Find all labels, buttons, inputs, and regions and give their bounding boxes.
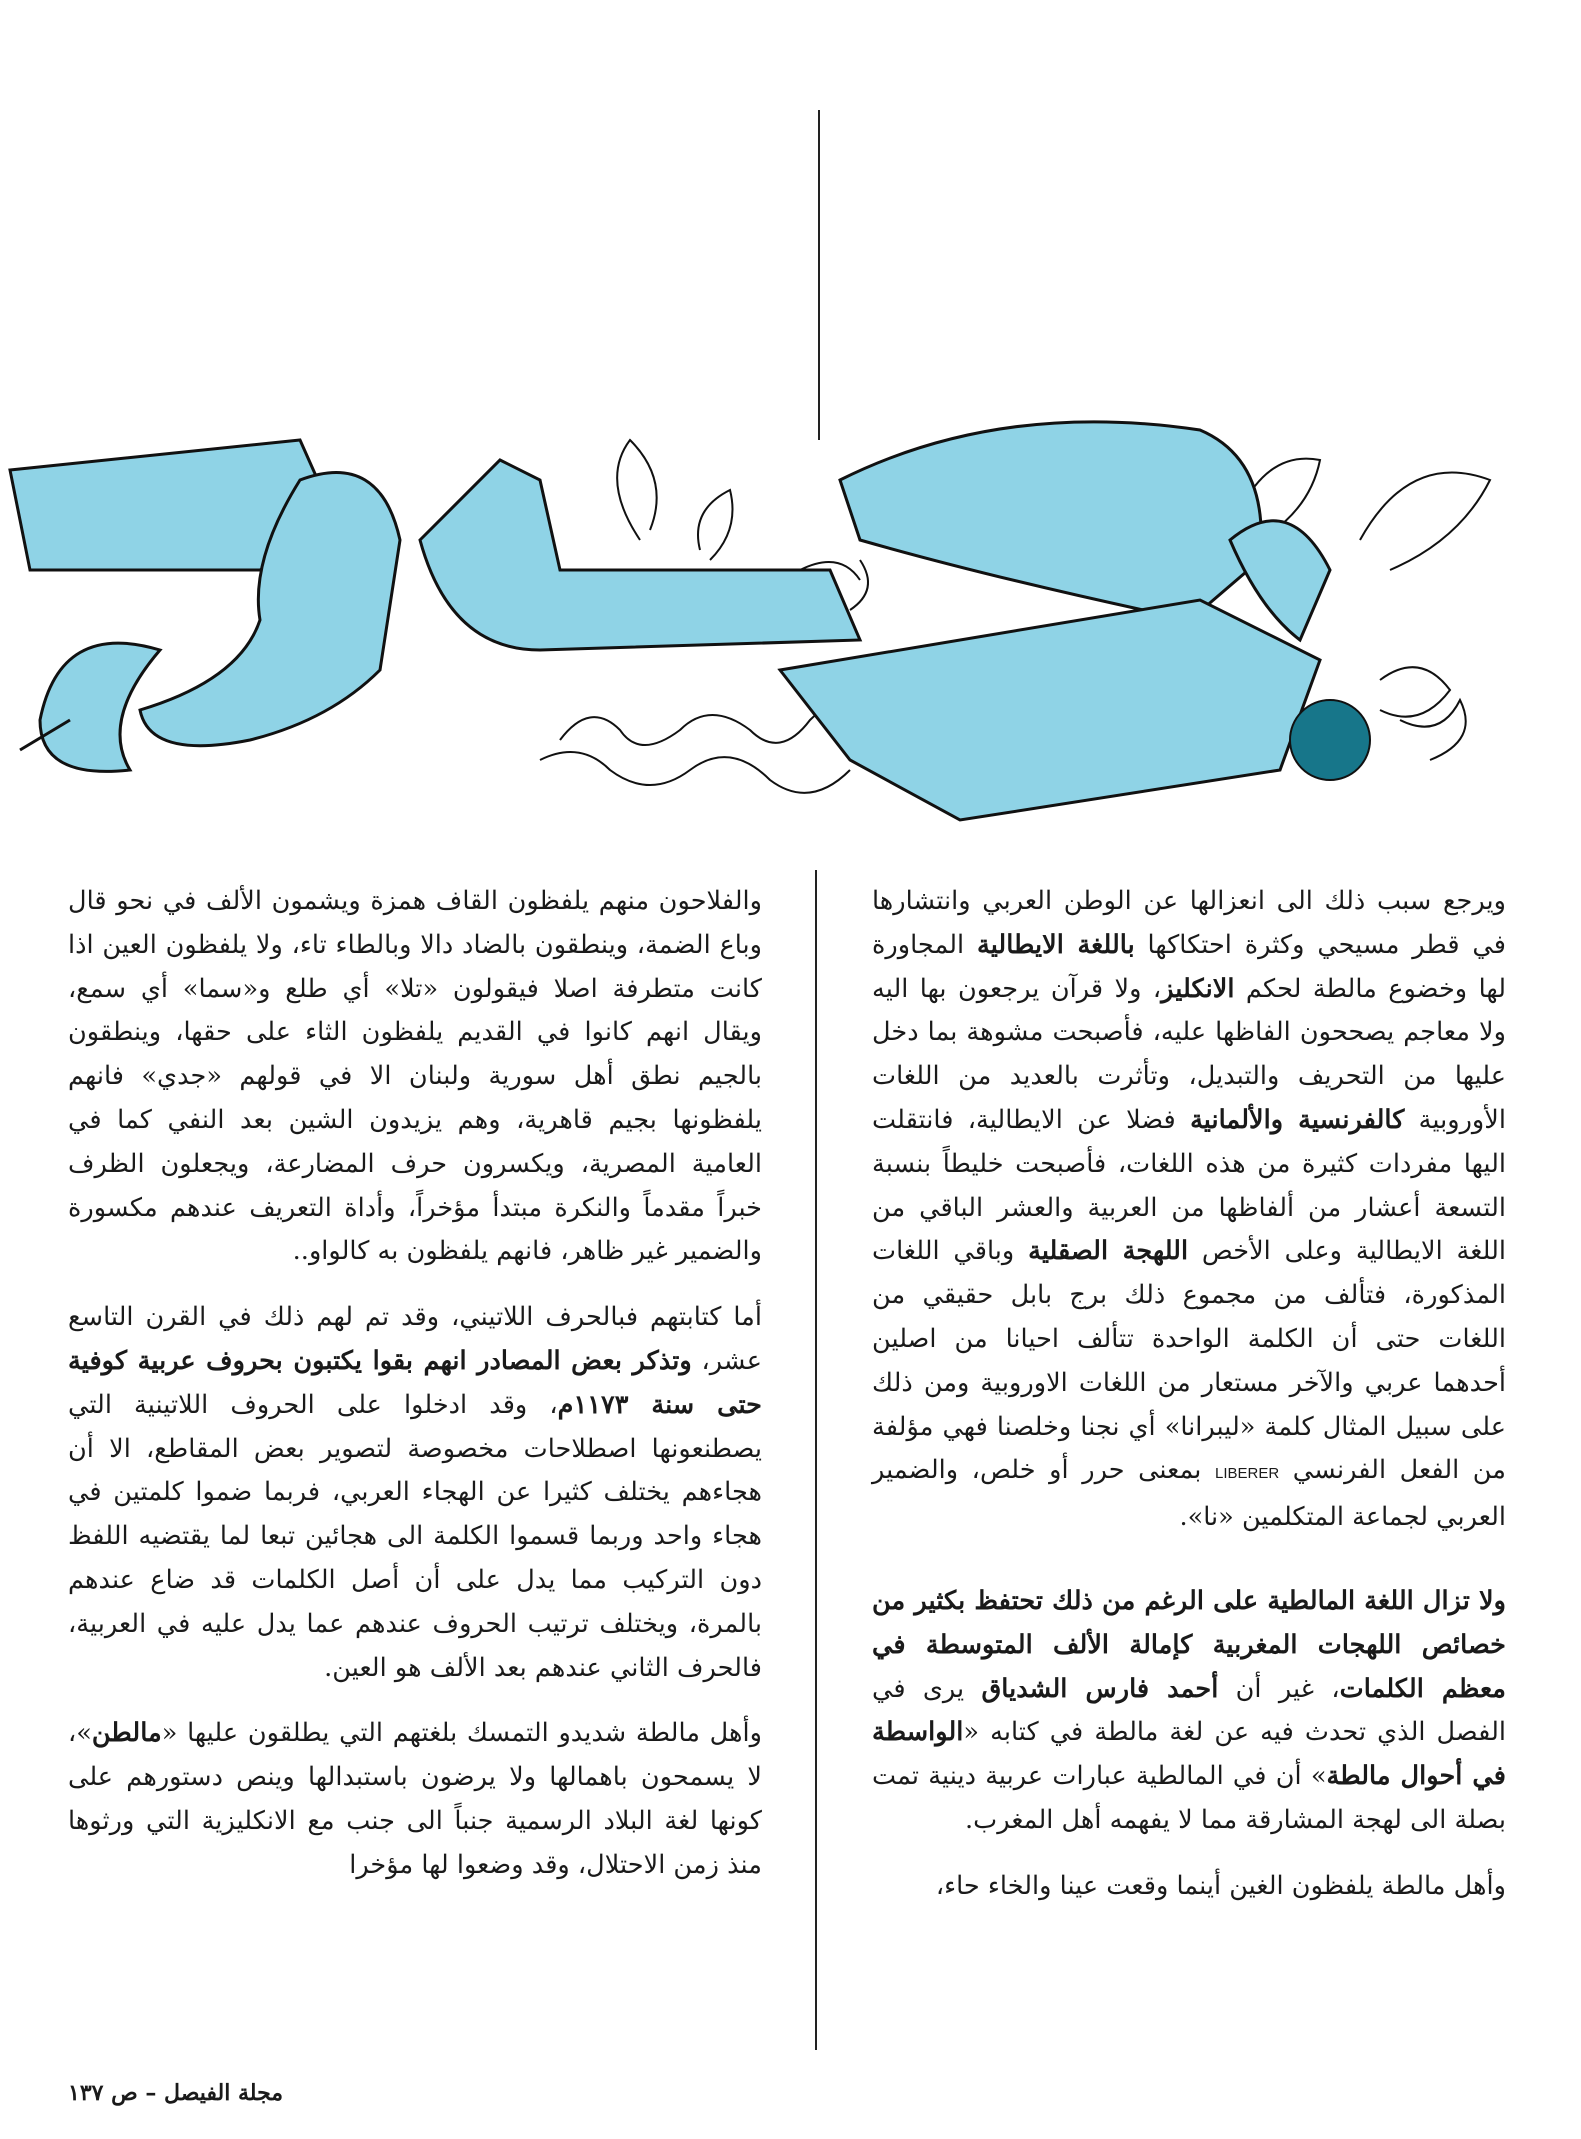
- page-footer: مجلة الفيصل – ص ١٣٧: [68, 2080, 284, 2106]
- top-divider: [818, 110, 820, 440]
- calligraphy-maltese-title-icon: [10, 422, 1490, 820]
- paragraph: أما كتابتهم فبالحرف اللاتيني، وقد تم لهم ذلك في القرن التاسع عشر، وتذكر بعض المصادر انهم بقوا يكتبون بحروف عربية كوفية حتى سنة ١١٧٣م، وقد ادخلوا على الحروف اللاتينية التي يصطنعونها اصطلاحات مخصوصة لتصوير بعض المقاطع، الا أن هجاءهم يختلف كثيرا عن الهجاء العربي، فربما ضموا كلمتين في هجاء واحد وربما قسموا الكلمة الى هجائين تبعا لما يقتضيه اللفظ دون التركيب مما يدل على أن أصل الكلمات قد ضاع عندهم بالمرة، ويختلف ترتيب الحروف عندهم عما يدل عليه في العربية، فالحرف الثاني عندهم بعد الألف هو العين.: [68, 1302, 762, 1683]
- left-column: [68, 880, 762, 1910]
- paragraph: والفلاحون منهم يلفظون القاف همزة ويشمون الألف في نحو قال وباع الضمة، وينطقون بالضاد دالا وبالطاء تاء، ولا يلفظون العين اذا كانت متطرفة اصلا فيقولون «تلا» أي طلع و«سما» أي سمع، ويقال انهم كانوا في القديم يلفظون الثاء على حقها، وينطقون بالجيم نطق أهل سورية ولبنان الا في قولهم «جدي» فانهم يلفظونها بجيم قاهرية، وهم يزيدون الشين بعد النفي كما في العامية المصرية، ويكسرون حرف المضارعة، ويجعلون الظرف خبراً مقدماً والنكرة مبتدأ مؤخراً، وأداة التعريف عندهم مكسورة والضمير غير ظاهر، فانهم يلفظون به كالواو..: [68, 886, 762, 1267]
- column-divider: [815, 870, 817, 2050]
- calligraphy-banner: [0, 420, 1581, 830]
- paragraph: وأهل مالطة شديدو التمسك بلغتهم التي يطلقون عليها «مالطن»، لا يسمحون باهمالها ولا يرضون باستبدالها وينص دستورهم على كونها لغة البلاد الرسمية جنباً الى جنب مع الانكليزية التي ورثوها منذ زمن الاحتلال، وقد وضعوا لها مؤخرا: [68, 1718, 762, 1880]
- paragraph: ولا تزال اللغة المالطية على الرغم من ذلك تحتفظ بكثير من خصائص اللهجات المغربية كإمالة الألف المتوسطة في معظم الكلمات، غير أن أحمد فارس الشدياق يرى في الفصل الذي تحدث فيه عن لغة مالطة في كتابه «الواسطة في أحوال مالطة» أن في المالطية عبارات عربية دينية تمت بصلة الى لهجة المشارقة مما لا يفهمه أهل المغرب.: [872, 1585, 1506, 1835]
- paragraph: ويرجع سبب ذلك الى انعزالها عن الوطن العربي وانتشارها في قطر مسيحي وكثرة احتكاكها باللغة الايطالية المجاورة لها وخضوع مالطة لحكم الانكليز، ولا قرآن يرجعون بها اليه ولا معاجم يصححون الفاظها عليه، فأصبحت مشوهة بما دخل عليها من التحريف والتبديل، وتأثرت بالعديد من اللغات الأوروبية كالفرنسية والألمانية فضلا عن الايطالية، فانتقلت اليها مفردات كثيرة من هذه اللغات، فأصبحت خليطاً بنسبة التسعة أعشار من ألفاظها من العربية والعشر الباقي من اللغة الايطالية وعلى الأخص اللهجة الصقلية وباقي اللغات المذكورة، فتألف من مجموع ذلك برج بابل حقيقي من اللغات حتى أن الكلمة الواحدة تتألف احيانا من اصلين أحدهما عربي والآخر مستعار من اللغات الاوروبية ومن ذلك على سبيل المثال كلمة «ليبرانا» أي نجنا وخلصنا فهي مؤلفة من الفعل الفرنسي LIBERER بمعنى حرر أو خلص، والضمير العربي لجماعة المتكلمين «نا».: [872, 886, 1506, 1533]
- paragraph: وأهل مالطة يلفظون الغين أينما وقعت عينا والخاء حاء،: [935, 1870, 1506, 1901]
- right-column: [872, 880, 1506, 1931]
